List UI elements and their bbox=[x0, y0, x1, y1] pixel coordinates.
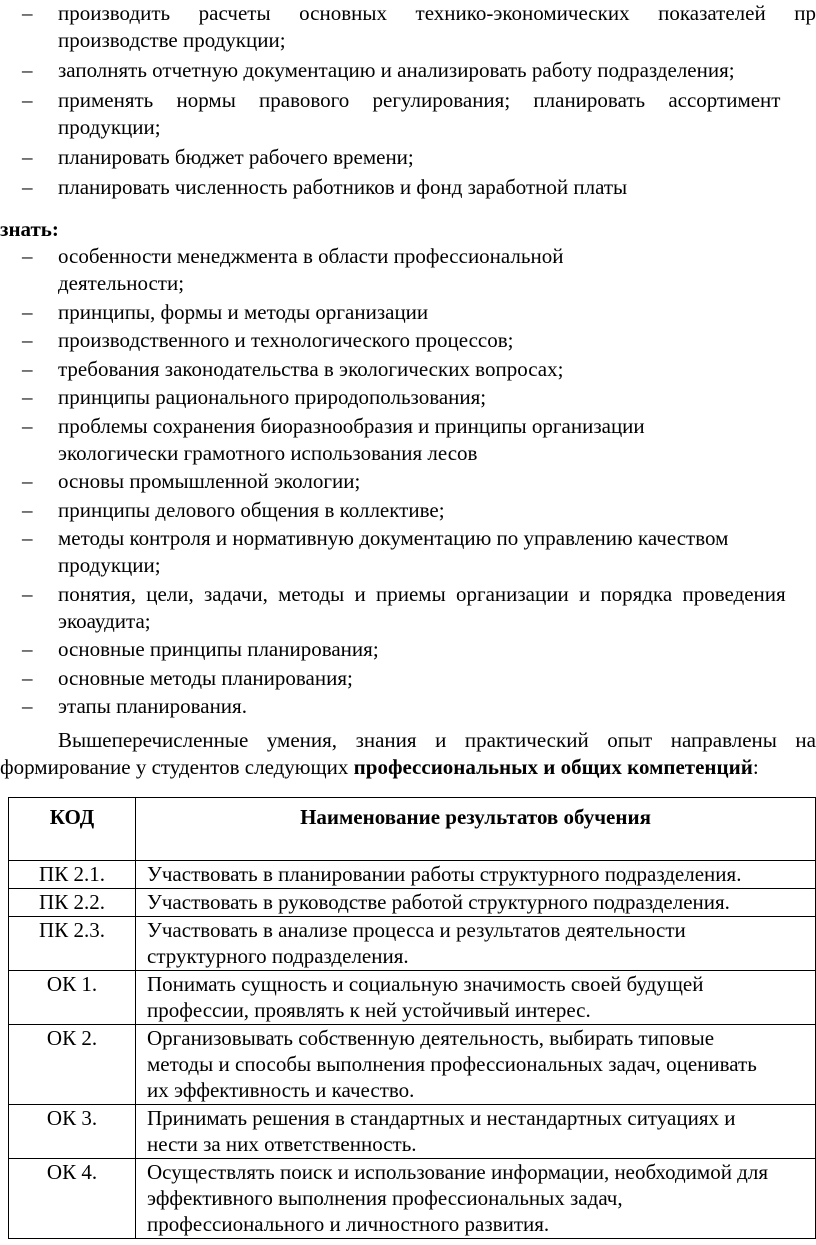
list-item bbox=[0, 243, 816, 297]
list-item-text: планировать бюджет рабочего времени; bbox=[58, 145, 414, 169]
skills-list bbox=[0, 0, 816, 204]
cell-code: ПК 2.2. bbox=[9, 889, 136, 917]
description-line: Участвовать в анализе процесса и результатов деятельности bbox=[147, 918, 686, 942]
cell-code: ОК 2. bbox=[9, 1025, 136, 1105]
list-item bbox=[0, 525, 816, 579]
list-item-text: применять нормы правового регулирования; планировать ассортимент bbox=[58, 88, 781, 112]
dash-bullet: – bbox=[22, 58, 33, 82]
dash-bullet: – bbox=[22, 88, 33, 112]
table-row bbox=[9, 1105, 816, 1159]
list-item-text-cont: экологически грамотного использования лесов bbox=[58, 440, 478, 465]
cell-description bbox=[136, 1159, 816, 1239]
cell-description bbox=[136, 1025, 816, 1105]
list-item-text-cont: деятельности; bbox=[58, 271, 185, 295]
dash-bullet: – bbox=[22, 145, 33, 169]
description-line: нести за них ответственность. bbox=[147, 1132, 417, 1156]
list-item-text: проблемы сохранения биоразнообразия и принципы организации bbox=[58, 413, 645, 438]
table-row bbox=[9, 861, 816, 889]
list-item bbox=[0, 693, 816, 720]
know-heading: знать: bbox=[0, 217, 59, 241]
header-name: Наименование результатов обучения bbox=[136, 798, 816, 861]
knowledge-list bbox=[0, 243, 816, 722]
cell-code: ПК 2.1. bbox=[9, 861, 136, 889]
description-line: их эффективность и качество. bbox=[147, 1078, 415, 1102]
list-item bbox=[0, 87, 816, 141]
list-item-text: этапы планирования. bbox=[58, 694, 247, 718]
cell-code: ОК 4. bbox=[9, 1159, 136, 1239]
dash-bullet: – bbox=[22, 356, 33, 381]
paragraph-bold: профессиональных и общих компетенций bbox=[353, 755, 753, 779]
list-item bbox=[0, 665, 816, 692]
table-row bbox=[9, 1025, 816, 1105]
description-line: структурного подразделения. bbox=[147, 944, 409, 968]
description-line: Участвовать в руководстве работой структурного подразделения. bbox=[147, 890, 730, 914]
cell-description bbox=[136, 971, 816, 1025]
paragraph-line-2 bbox=[0, 754, 816, 781]
list-item-text: планировать численность работников и фонд заработной платы bbox=[58, 175, 628, 199]
list-item-text: принципы, формы и методы организации bbox=[58, 299, 429, 324]
paragraph-line-1: Вышеперечисленные умения, знания и практический опыт направлены на bbox=[58, 728, 816, 752]
list-item-text: основы промышленной экологии; bbox=[58, 469, 361, 493]
dash-bullet: – bbox=[22, 299, 33, 324]
list-item bbox=[0, 0, 816, 54]
table-body bbox=[9, 861, 816, 1239]
description-line: Осуществлять поиск и использование информации, необходимой для bbox=[147, 1160, 769, 1184]
description-line: профессионального и личностного развития. bbox=[147, 1212, 550, 1236]
list-item-text: принципы делового общения в коллективе; bbox=[58, 497, 445, 522]
list-item bbox=[0, 497, 816, 524]
description-line: профессии, проявлять к ней устойчивый интерес. bbox=[147, 998, 591, 1022]
header-code: КОД bbox=[9, 798, 136, 861]
list-item-text-cont: производстве продукции; bbox=[58, 28, 286, 52]
description-line: Принимать решения в стандартных и нестандартных ситуациях и bbox=[147, 1106, 736, 1130]
competencies-table bbox=[8, 797, 816, 1239]
list-item-text-cont: продукции; bbox=[58, 553, 161, 577]
list-item bbox=[0, 356, 816, 383]
dash-bullet: – bbox=[22, 385, 33, 409]
description-line: эффективного выполнения профессиональных задач, bbox=[147, 1186, 623, 1210]
dash-bullet: – bbox=[22, 469, 33, 493]
table-row bbox=[9, 917, 816, 971]
cell-description bbox=[136, 917, 816, 971]
dash-bullet: – bbox=[22, 497, 33, 522]
dash-bullet: – bbox=[22, 665, 33, 690]
cell-code: ОК 1. bbox=[9, 971, 136, 1025]
list-item bbox=[0, 327, 816, 354]
list-item bbox=[0, 174, 816, 201]
cell-description bbox=[136, 861, 816, 889]
dash-bullet: – bbox=[22, 413, 33, 438]
table-row bbox=[9, 889, 816, 917]
cell-code: ОК 3. bbox=[9, 1105, 136, 1159]
table-row bbox=[9, 1159, 816, 1239]
description-line: Организовывать собственную деятельность, выбирать типовые bbox=[147, 1026, 715, 1050]
cell-description bbox=[136, 1105, 816, 1159]
list-item bbox=[0, 384, 816, 411]
list-item-text: методы контроля и нормативную документацию по управлению качеством bbox=[58, 526, 729, 550]
list-item-text: основные методы планирования; bbox=[58, 665, 353, 690]
dash-bullet: – bbox=[22, 328, 33, 352]
list-item-text: производственного и технологического процессов; bbox=[58, 328, 514, 352]
list-item bbox=[0, 636, 816, 663]
list-item-text: основные принципы планирования; bbox=[58, 637, 379, 661]
list-item bbox=[0, 144, 816, 171]
table-row bbox=[9, 971, 816, 1025]
cell-description bbox=[136, 889, 816, 917]
list-item-text: производить расчеты основных технико-экономических показателей пр bbox=[58, 1, 816, 25]
dash-bullet: – bbox=[22, 244, 33, 268]
description-line: методы и способы выполнения профессиональных задач, оценивать bbox=[147, 1052, 757, 1076]
dash-bullet: – bbox=[22, 694, 33, 718]
dash-bullet: – bbox=[22, 1, 33, 25]
description-line: Понимать сущность и социальную значимость своей будущей bbox=[147, 972, 704, 996]
description-line: Участвовать в планировании работы структурного подразделения. bbox=[147, 862, 742, 886]
list-item-text-cont: продукции; bbox=[58, 115, 161, 139]
list-item-text-cont: экоаудита; bbox=[58, 608, 151, 633]
list-item bbox=[0, 413, 816, 467]
list-item-text: понятия, цели, задачи, методы и приемы организации и порядка проведения bbox=[58, 581, 786, 606]
paragraph-suffix: : bbox=[752, 755, 759, 779]
list-item-text: принципы рационального природопользования; bbox=[58, 385, 487, 409]
list-item bbox=[0, 57, 816, 84]
table-header-row bbox=[9, 798, 816, 861]
intro-paragraph bbox=[0, 727, 816, 781]
list-item-text: требования законодательства в экологических вопросах; bbox=[58, 356, 564, 381]
dash-bullet: – bbox=[22, 526, 33, 550]
dash-bullet: – bbox=[22, 581, 33, 606]
list-item bbox=[0, 299, 816, 326]
dash-bullet: – bbox=[22, 637, 33, 661]
dash-bullet: – bbox=[22, 175, 33, 199]
list-item-text: особенности менеджмента в области профессиональной bbox=[58, 244, 564, 268]
list-item-text: заполнять отчетную документацию и анализировать работу подразделения; bbox=[58, 58, 735, 82]
list-item bbox=[0, 581, 816, 635]
paragraph-prefix: формирование у студентов следующих bbox=[0, 755, 354, 779]
list-item bbox=[0, 468, 816, 495]
cell-code: ПК 2.3. bbox=[9, 917, 136, 971]
